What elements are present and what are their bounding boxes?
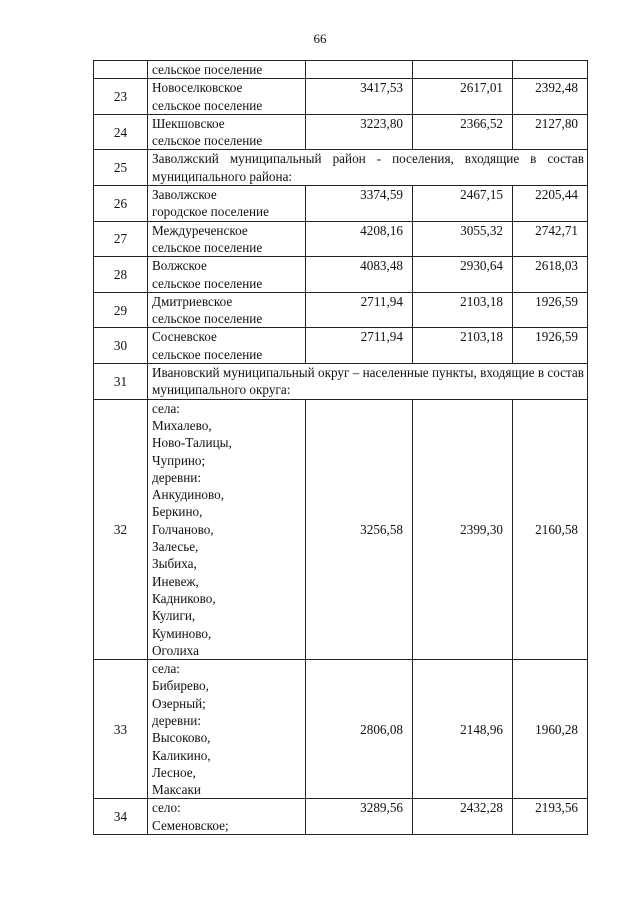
settlement-name-line: Иневеж, [152,573,199,589]
value-v3: 2160,58 [513,399,588,659]
value-v2: 3055,32 [413,221,513,257]
settlement-name-line: Лесное, [152,764,196,780]
settlement-name-line: деревни: [152,469,202,485]
settlement-name-line: сельское поселение [152,311,263,327]
value-v2: 2399,30 [413,399,513,659]
row-number: 23 [94,79,148,115]
row-number: 25 [94,150,148,186]
value-v2: 2366,52 [413,114,513,150]
settlement-name-line: Михалево, [152,417,212,433]
settlement-name-line: Залесье, [152,539,199,555]
row-number: 29 [94,292,148,328]
settlement-name-line: сельское поселение [152,275,263,291]
row-number [94,61,148,79]
table-row [94,292,588,328]
value-v2: 2930,64 [413,257,513,293]
value-v3: 1960,28 [513,660,588,799]
settlement-name [148,221,306,257]
table-row [94,399,588,659]
settlement-name-line: деревни: [152,712,202,728]
table-row [94,114,588,150]
row-number: 34 [94,799,148,835]
settlement-name [148,79,306,115]
value-v1: 4208,16 [306,221,413,257]
settlement-name [148,799,306,835]
settlement-name-line: Высоково, [152,730,211,746]
value-v3: 2127,80 [513,114,588,150]
settlement-name-line: Озерный; [152,695,206,711]
settlement-name [148,292,306,328]
settlement-name-line: села: [152,661,180,677]
table-row [94,61,588,79]
value-v2: 2103,18 [413,292,513,328]
section-header: Заволжский муниципальный район - поселения, входящие в состав муниципального района: [148,150,588,186]
settlement-name [148,114,306,150]
value-v1 [306,61,413,79]
settlement-name-line: Заволжское [152,187,217,203]
value-v1: 2711,94 [306,292,413,328]
value-v2: 2103,18 [413,328,513,364]
settlement-name-line: Анкудиново, [152,487,225,503]
settlement-name-line: Семеновское; [152,817,229,833]
settlement-name-line: Новоселковское [152,80,243,96]
settlement-name [148,61,306,79]
value-v2: 2148,96 [413,660,513,799]
settlement-name-line: Оголиха [152,642,199,658]
value-v3: 1926,59 [513,328,588,364]
value-v3 [513,61,588,79]
value-v1: 3223,80 [306,114,413,150]
settlement-name-line: сельское поселение [152,239,263,255]
value-v3: 2742,71 [513,221,588,257]
row-number: 28 [94,257,148,293]
settlement-name [148,660,306,799]
value-v3: 2205,44 [513,186,588,222]
value-v3: 2618,03 [513,257,588,293]
settlement-name-line: Кулиги, [152,608,196,624]
settlement-name-line: Волжское [152,258,207,274]
value-v1: 3374,59 [306,186,413,222]
table-row [94,257,588,293]
settlement-name-line: Куминово, [152,625,212,641]
tariff-table [93,60,588,835]
settlement-name-line: сельское поселение [152,346,263,362]
settlement-name-line: Каликино, [152,747,211,763]
table-row [94,186,588,222]
settlement-name-line: Максаки [152,782,201,798]
value-v1: 2806,08 [306,660,413,799]
settlement-name-line: Чуприно; [152,452,206,468]
settlement-name-line: Беркино, [152,504,203,520]
settlement-name-line: Голчаново, [152,521,214,537]
settlement-name-line: Зыбиха, [152,556,197,572]
table-row [94,799,588,835]
settlement-name-line: Шекшовское [152,115,225,131]
value-v1: 3289,56 [306,799,413,835]
row-number: 31 [94,364,148,400]
settlement-name-line: Сосневское [152,329,217,345]
settlement-name [148,399,306,659]
settlement-name-line: сельское поселение [152,97,263,113]
value-v1: 4083,48 [306,257,413,293]
settlement-name-line: сельское поселение [152,62,263,77]
settlement-name-line: сельское поселение [152,133,263,149]
table-row [94,79,588,115]
value-v3: 1926,59 [513,292,588,328]
value-v2: 2617,01 [413,79,513,115]
settlement-name-line: Бибирево, [152,678,209,694]
settlement-name-line: Междуреченское [152,222,248,238]
value-v1: 3256,58 [306,399,413,659]
value-v2: 2432,28 [413,799,513,835]
settlement-name [148,257,306,293]
table-row [94,660,588,799]
section-header: Ивановский муниципальный округ – населенные пункты, входящие в состав муниципального округа: [148,364,588,400]
table-body [94,61,588,835]
row-number: 30 [94,328,148,364]
table-row [94,364,588,400]
table-row [94,221,588,257]
value-v3: 2392,48 [513,79,588,115]
value-v2 [413,61,513,79]
settlement-name-line: Ново-Талицы, [152,435,232,451]
settlement-name-line: Дмитриевское [152,293,233,309]
row-number: 26 [94,186,148,222]
settlement-name [148,328,306,364]
row-number: 24 [94,114,148,150]
settlement-name-line: городское поселение [152,204,269,220]
row-number: 32 [94,399,148,659]
value-v1: 3417,53 [306,79,413,115]
settlement-name-line: село: [152,800,181,816]
table-row [94,328,588,364]
value-v2: 2467,15 [413,186,513,222]
row-number: 33 [94,660,148,799]
value-v1: 2711,94 [306,328,413,364]
settlement-name-line: Кадниково, [152,590,216,606]
settlement-name-line: села: [152,400,180,416]
row-number: 27 [94,221,148,257]
table-row [94,150,588,186]
page-number: 66 [313,31,327,46]
value-v3: 2193,56 [513,799,588,835]
settlement-name [148,186,306,222]
